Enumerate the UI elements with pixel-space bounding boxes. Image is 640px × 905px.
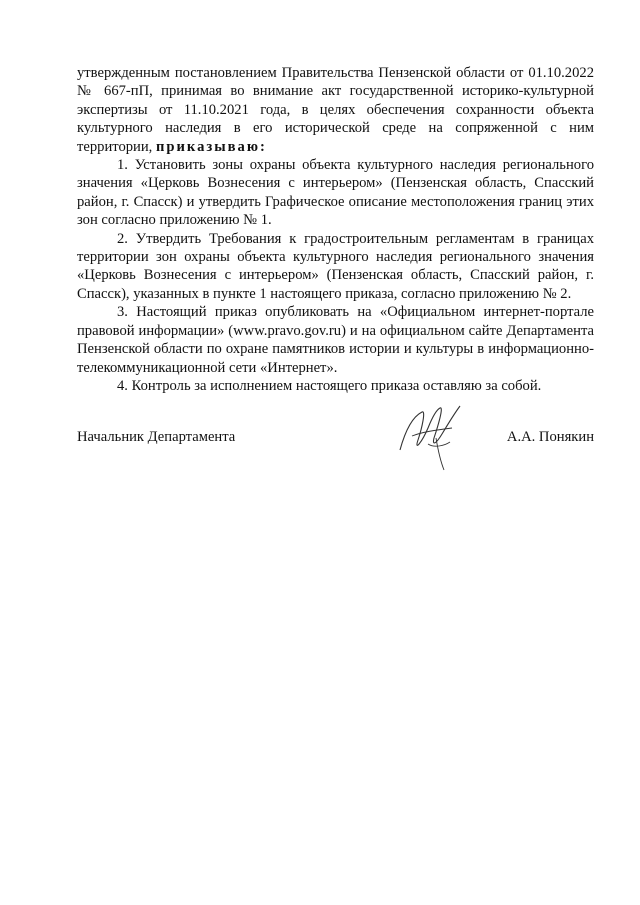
- order-item-1: 1. Установить зоны охраны объекта культурного наследия регионального значения «Церковь Вознесения с интерьером» (Пензенская область, Спасский район, г. Спасск) и утвердить Графическое описание местоположения границ этих зон согласно приложению № 1.: [77, 157, 594, 229]
- intro-text: утвержденным постановлением Правительства Пензенской области от 01.10.2022 № 667-пП, принимая во внимание акт государственной историко-культурной экспертизы от 11.10.2021 года, в целях обеспечения сохранности объекта культурного наследия в его исторической среде на сопряженной с ним территории,: [77, 65, 594, 155]
- signatory-name: А.А. Понякин: [506, 429, 594, 445]
- order-body: [77, 64, 594, 395]
- signatory-title: Начальник Департамента: [77, 429, 236, 445]
- order-item-4: 4. Контроль за исполнением настоящего приказа оставляю за собой.: [117, 377, 542, 394]
- order-item-2: 2. Утвердить Требования к градостроительным регламентам в границах территории зон охраны объекта культурного наследия регионального значения «Церковь Вознесения с интерьером» (Пензенская область, Спасский район, г. Спасск), указанных в пункте 1 настоящего приказа, согласно приложению № 2.: [77, 230, 594, 302]
- order-item-3: 3. Настоящий приказ опубликовать на «Официальном интернет-портале правовой информации» (www.pravo.gov.ru) и на официальном сайте Департамента Пензенской области по охране памятников истории и культуры в информационно-телекоммуникационной сети «Интернет».: [77, 304, 594, 376]
- intro-paragraph: [77, 64, 594, 156]
- order-keyword: приказываю:: [155, 138, 267, 155]
- signature-block: [77, 428, 594, 488]
- handwritten-signature: [392, 398, 472, 478]
